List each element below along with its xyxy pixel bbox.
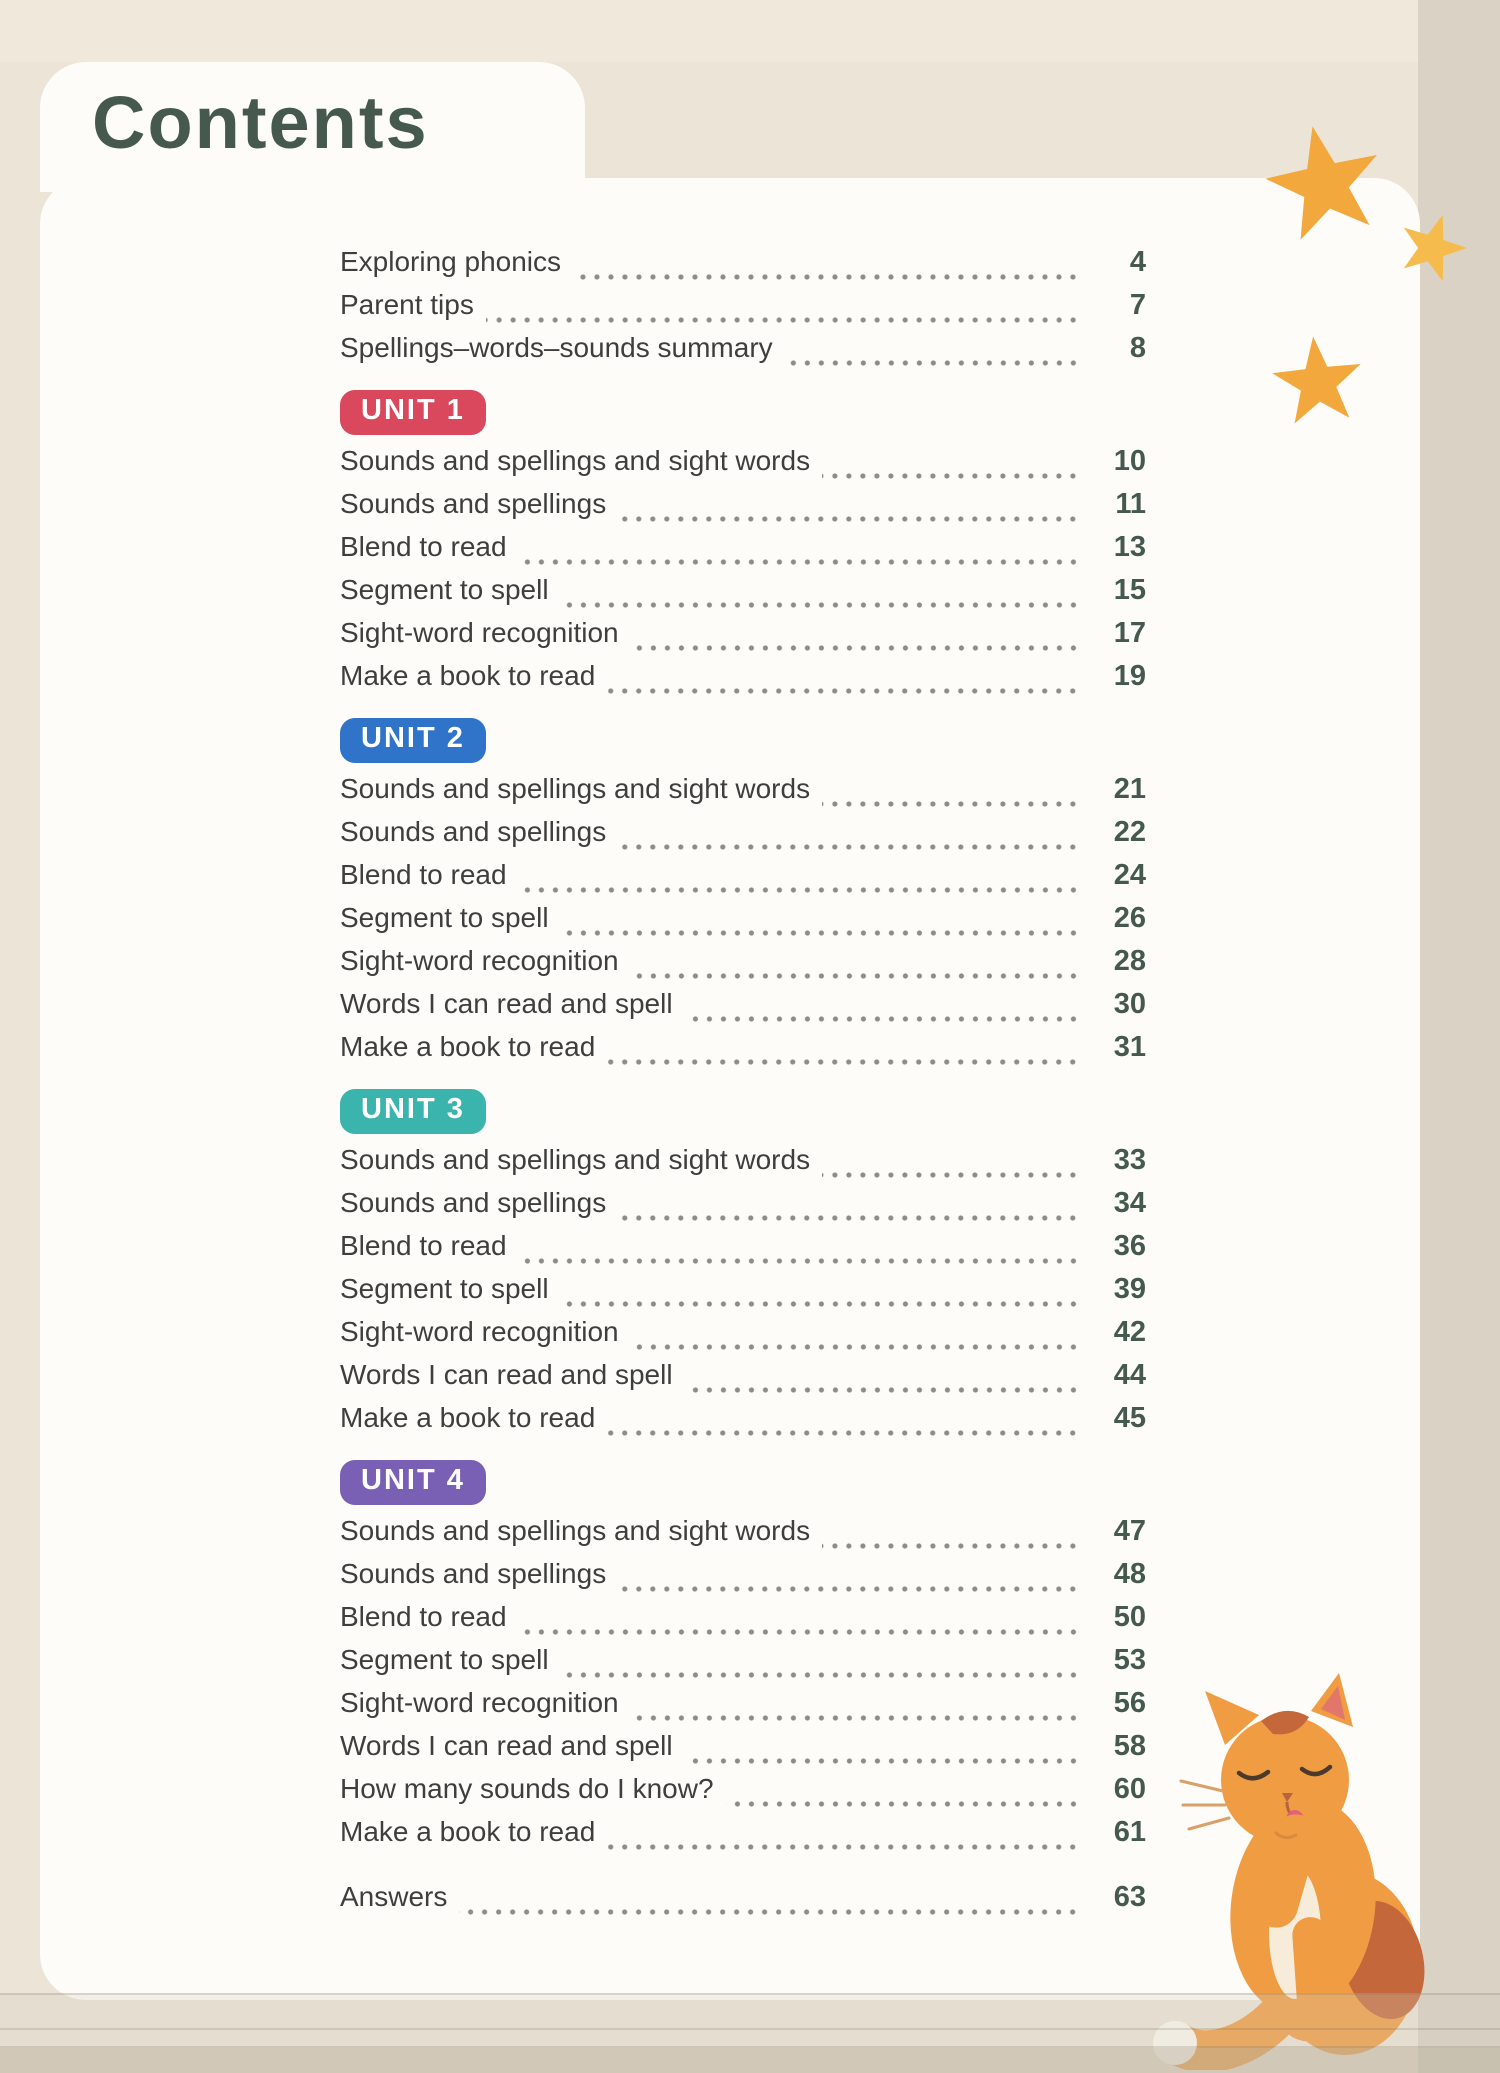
toc-entry — [340, 859, 1146, 902]
toc-entry-label: Sounds and spellings — [340, 488, 607, 519]
toc-entry — [340, 574, 1146, 617]
toc-entry — [340, 1187, 1146, 1230]
toc-entry — [340, 773, 1146, 816]
floor-line — [0, 1993, 1500, 1995]
unit-4-badge: UNIT 4 — [340, 1460, 486, 1505]
toc-entry-label: Exploring phonics — [340, 246, 562, 277]
toc-entry-label: Sounds and spellings and sight words — [340, 1515, 811, 1546]
toc-entry — [340, 945, 1146, 988]
toc-entry-label: Spellings–words–sounds summary — [340, 332, 773, 363]
toc-entry-label: Sounds and spellings and sight words — [340, 1144, 811, 1175]
toc-entry-page: 53 — [1113, 1644, 1146, 1676]
toc-entry-label: Make a book to read — [340, 1031, 596, 1062]
dot-leader — [561, 1301, 1084, 1307]
dot-leader — [822, 1543, 1084, 1549]
toc-entry-page: 10 — [1113, 445, 1146, 477]
toc-entry-page: 33 — [1113, 1144, 1146, 1176]
toc-entry-page: 42 — [1113, 1316, 1146, 1348]
toc-entry-page: 11 — [1115, 488, 1146, 520]
toc-entry-page: 48 — [1113, 1558, 1146, 1590]
page-background-top — [0, 0, 1500, 62]
toc-entry-label: Words I can read and spell — [340, 988, 673, 1019]
toc-entry — [340, 1515, 1146, 1558]
toc-entry-label: Words I can read and spell — [340, 1359, 673, 1390]
toc-entry-page: 63 — [1113, 1881, 1146, 1913]
toc-entry-label: Blend to read — [340, 859, 507, 890]
toc-entry-page: 50 — [1113, 1601, 1146, 1633]
toc-entry — [340, 531, 1146, 574]
toc-entry-page: 28 — [1113, 945, 1146, 977]
floor-line — [0, 2028, 1500, 2030]
toc-entry — [340, 332, 1146, 375]
dot-leader — [519, 1258, 1084, 1264]
toc-entry-label: Parent tips — [340, 289, 474, 320]
dot-leader — [822, 473, 1084, 479]
toc-entry — [340, 988, 1146, 1031]
toc-entry — [340, 1816, 1146, 1859]
toc-entry — [340, 902, 1146, 945]
page-title: Contents — [92, 81, 429, 164]
toc-entry-page: 36 — [1113, 1230, 1146, 1262]
toc-entry-page: 31 — [1113, 1031, 1146, 1063]
dot-leader — [785, 360, 1084, 366]
toc-entry-label: Make a book to read — [340, 660, 596, 691]
toc-entry — [340, 1359, 1146, 1402]
toc-entry-page: 30 — [1113, 988, 1146, 1020]
toc-entry-page: 39 — [1113, 1273, 1146, 1305]
toc-entry-page: 17 — [1113, 617, 1146, 649]
toc-entry-page: 24 — [1113, 859, 1146, 891]
toc-entry-page: 60 — [1113, 1773, 1146, 1805]
toc-entry-label: Segment to spell — [340, 574, 549, 605]
dot-leader — [607, 1059, 1084, 1065]
toc-entry — [340, 816, 1146, 859]
toc-entry — [340, 1644, 1146, 1687]
toc-entry-page: 45 — [1113, 1402, 1146, 1434]
toc-entry-label: Answers — [340, 1881, 448, 1912]
dot-leader — [573, 274, 1084, 280]
toc-entry-page: 44 — [1113, 1359, 1146, 1391]
dot-leader — [822, 801, 1084, 807]
toc-entry-page: 13 — [1113, 531, 1146, 563]
dot-leader — [519, 1629, 1084, 1635]
toc-entry-page: 56 — [1113, 1687, 1146, 1719]
toc-entry-label: Words I can read and spell — [340, 1730, 673, 1761]
toc-entry — [340, 289, 1146, 332]
toc-entry-page: 21 — [1113, 773, 1146, 805]
dot-leader — [631, 1344, 1084, 1350]
toc-entry — [340, 1402, 1146, 1445]
toc-entry — [340, 1601, 1146, 1644]
toc-entry-label: Make a book to read — [340, 1402, 596, 1433]
toc-entry — [340, 1687, 1146, 1730]
toc-entry-page: 34 — [1113, 1187, 1146, 1219]
toc-entry-page: 7 — [1129, 289, 1146, 321]
dot-leader — [685, 1016, 1084, 1022]
unit-3-section — [340, 1074, 1146, 1445]
toc-entry — [340, 246, 1146, 289]
toc-entry-label: How many sounds do I know? — [340, 1773, 714, 1804]
toc-entry — [340, 1230, 1146, 1273]
toc-entry-page: 47 — [1113, 1515, 1146, 1547]
toc-entry-page: 19 — [1113, 660, 1146, 692]
dot-leader — [561, 602, 1084, 608]
unit-1-section — [340, 375, 1146, 703]
toc-entry-label: Blend to read — [340, 531, 507, 562]
dot-leader — [459, 1909, 1084, 1915]
toc-entry-page: 26 — [1113, 902, 1146, 934]
toc-entry-label: Segment to spell — [340, 902, 549, 933]
toc-entry — [340, 1273, 1146, 1316]
dot-leader — [561, 930, 1084, 936]
toc-entry-page: 22 — [1113, 816, 1146, 848]
unit-2-section — [340, 703, 1146, 1074]
toc-entry-label: Segment to spell — [340, 1644, 549, 1675]
toc-entry-label: Make a book to read — [340, 1816, 596, 1847]
toc-entry-page: 61 — [1113, 1816, 1146, 1848]
toc-entry-label: Sight-word recognition — [340, 945, 619, 976]
unit-3-badge: UNIT 3 — [340, 1089, 486, 1134]
toc-entry-label: Blend to read — [340, 1601, 507, 1632]
toc-entry-label: Sounds and spellings and sight words — [340, 773, 811, 804]
toc-entry-label: Sounds and spellings — [340, 1558, 607, 1589]
toc-entry-label: Sight-word recognition — [340, 1316, 619, 1347]
dot-leader — [519, 559, 1084, 565]
dot-leader — [561, 1672, 1084, 1678]
dot-leader — [618, 1586, 1084, 1592]
dot-leader — [685, 1387, 1084, 1393]
toc-entry — [340, 1316, 1146, 1359]
dot-leader — [726, 1801, 1084, 1807]
toc-entry-page: 15 — [1113, 574, 1146, 606]
toc-entry — [340, 1773, 1146, 1816]
dot-leader — [618, 844, 1084, 850]
toc-entry — [340, 1881, 1146, 1924]
toc-entry — [340, 488, 1146, 531]
toc-entry-label: Sounds and spellings — [340, 1187, 607, 1218]
toc-entry — [340, 617, 1146, 660]
toc-entry — [340, 445, 1146, 488]
toc-entry-label: Sight-word recognition — [340, 617, 619, 648]
unit-1-badge: UNIT 1 — [340, 390, 486, 435]
dot-leader — [618, 516, 1084, 522]
toc-entry-label: Segment to spell — [340, 1273, 549, 1304]
dot-leader — [685, 1758, 1084, 1764]
toc-entry — [340, 1031, 1146, 1074]
toc-entry-label: Sounds and spellings — [340, 816, 607, 847]
dot-leader — [631, 1715, 1084, 1721]
dot-leader — [607, 1430, 1084, 1436]
star-icon — [1240, 105, 1500, 445]
dot-leader — [486, 317, 1084, 323]
toc-entry — [340, 1144, 1146, 1187]
dot-leader — [519, 887, 1084, 893]
toc-entry-label: Sight-word recognition — [340, 1687, 619, 1718]
unit-2-badge: UNIT 2 — [340, 718, 486, 763]
toc-entry-page: 4 — [1129, 246, 1146, 278]
dot-leader — [631, 973, 1084, 979]
dot-leader — [822, 1172, 1084, 1178]
dot-leader — [618, 1215, 1084, 1221]
dot-leader — [607, 688, 1084, 694]
toc-entry-label: Blend to read — [340, 1230, 507, 1261]
toc-entry-page: 58 — [1113, 1730, 1146, 1762]
floor-bottom-band — [0, 2048, 1500, 2073]
unit-4-section — [340, 1445, 1146, 1859]
toc-entry — [340, 660, 1146, 703]
toc-entry-page: 8 — [1129, 332, 1146, 364]
dot-leader — [631, 645, 1084, 651]
toc-entry — [340, 1558, 1146, 1601]
table-of-contents — [340, 246, 1146, 1924]
toc-entry — [340, 1730, 1146, 1773]
dot-leader — [607, 1844, 1084, 1850]
toc-entry-label: Sounds and spellings and sight words — [340, 445, 811, 476]
